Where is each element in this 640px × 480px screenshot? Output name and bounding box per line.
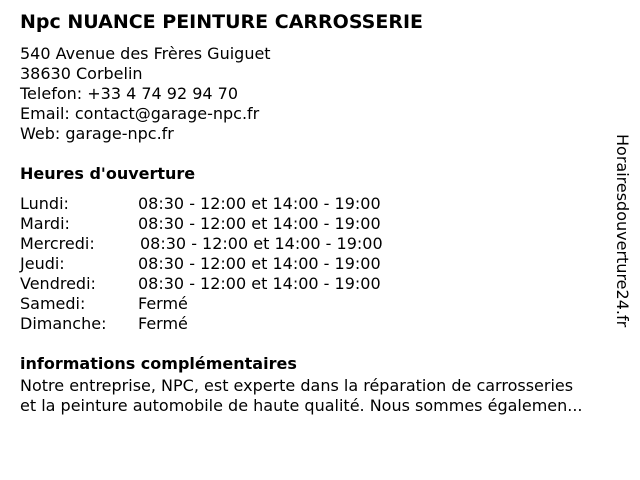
city-postal: 38630 Corbelin <box>20 64 143 83</box>
info-heading: informations complémentaires <box>20 354 297 373</box>
phone-number: Telefon: +33 4 74 92 94 70 <box>20 84 239 103</box>
business-name: NUANCE PEINTURE CARROSSERIE <box>67 11 424 33</box>
day-label: Mardi: <box>20 214 70 233</box>
day-label: Samedi: <box>20 294 86 313</box>
time-value: 08:30 - 12:00 et 14:00 - 19:00 <box>138 274 381 293</box>
day-label: Dimanche: <box>20 314 107 333</box>
day-label: Jeudi: <box>20 254 65 273</box>
hours-heading: Heures d'ouverture <box>20 164 196 183</box>
info-line-2: et la peinture automobile de haute qualité. Nous sommes égalemen... <box>20 396 583 415</box>
business-title <box>20 11 423 33</box>
business-prefix: Npc <box>20 11 61 33</box>
website: Web: garage-npc.fr <box>20 124 174 143</box>
time-value: Fermé <box>138 314 188 333</box>
time-value: 08:30 - 12:00 et 14:00 - 19:00 <box>138 194 381 213</box>
time-value: Fermé <box>138 294 188 313</box>
email-address: Email: contact@garage-npc.fr <box>20 104 260 123</box>
street-address: 540 Avenue des Frères Guiguet <box>20 44 271 63</box>
time-value: 08:30 - 12:00 et 14:00 - 19:00 <box>138 254 381 273</box>
info-line-1: Notre entreprise, NPC, est experte dans la réparation de carrosseries <box>20 376 574 395</box>
day-label: Lundi: <box>20 194 69 213</box>
brand-watermark: Horairesdouverture24.fr <box>613 134 632 328</box>
day-label: Mercredi: <box>20 234 95 253</box>
time-value: 08:30 - 12:00 et 14:00 - 19:00 <box>140 234 383 253</box>
info-text <box>20 356 632 416</box>
address-block <box>20 44 271 144</box>
time-value: 08:30 - 12:00 et 14:00 - 19:00 <box>138 214 381 233</box>
day-label: Vendredi: <box>20 274 96 293</box>
